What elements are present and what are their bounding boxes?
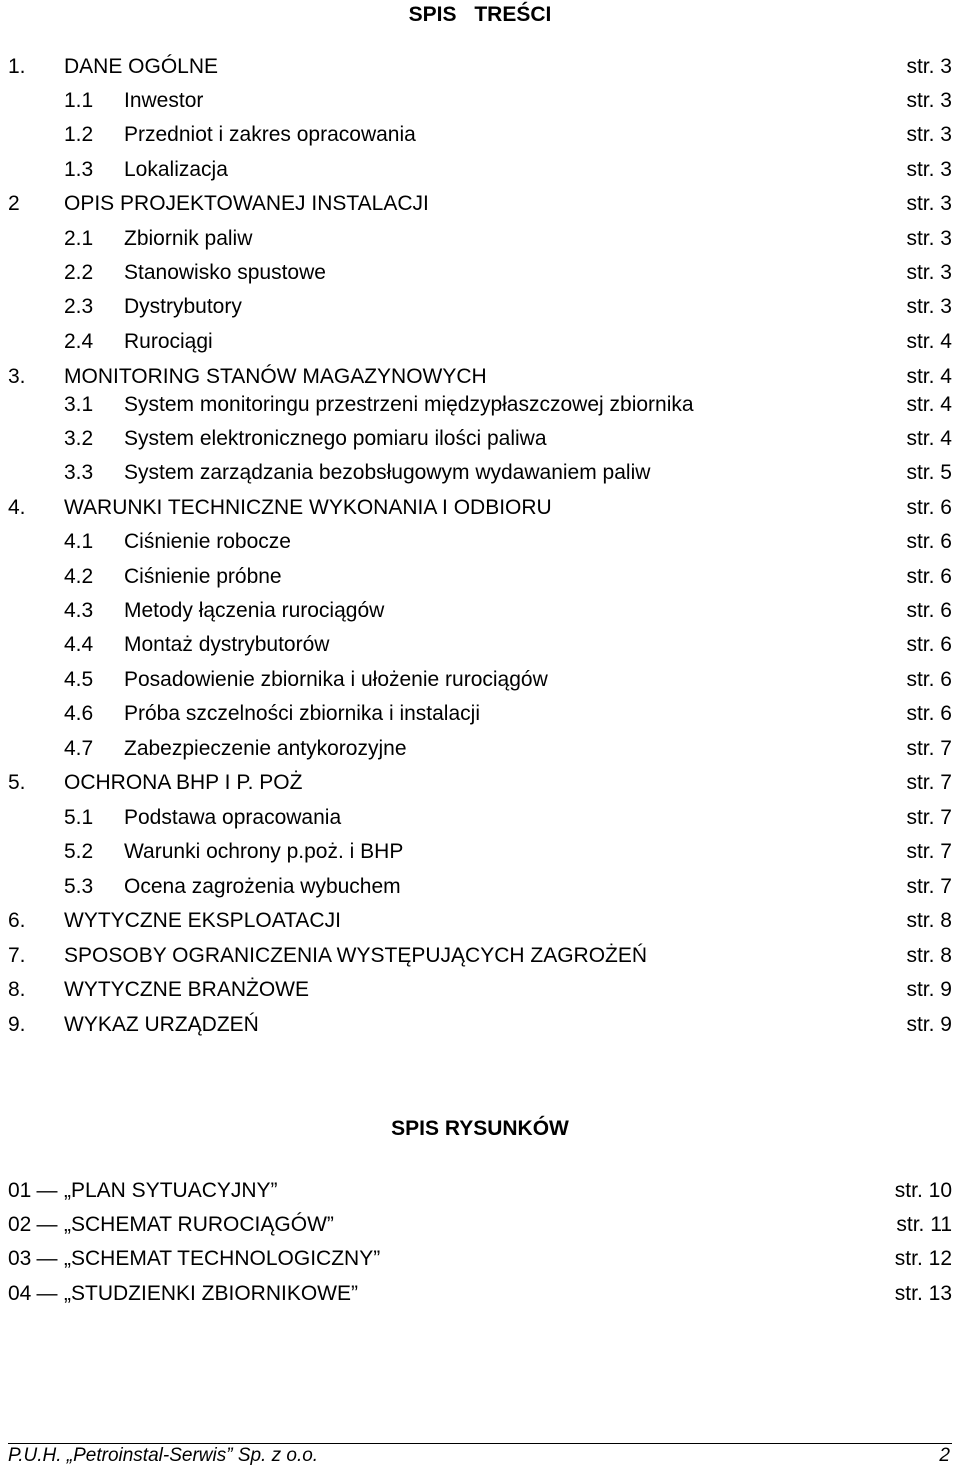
toc-entry-page: str. 3: [906, 123, 952, 146]
toc-entry: [0, 422, 960, 456]
toc-entry-title: Stanowisko spustowe: [124, 261, 326, 284]
toc-entry: [0, 1008, 960, 1042]
toc-entry: [0, 594, 960, 628]
toc-entry-number: 1.2: [64, 123, 94, 146]
toc-entry-number: 5.2: [64, 840, 94, 863]
toc-entry: [0, 870, 960, 904]
figure-code: 01: [8, 1179, 32, 1202]
toc-entry-title: WYKAZ URZĄDZEŃ: [64, 1013, 259, 1036]
toc-entry-title: Próba szczelności zbiornika i instalacji: [124, 702, 480, 725]
toc-entry: [0, 491, 960, 525]
toc-entry-title: OCHRONA BHP I P. POŻ: [64, 771, 303, 794]
figure-page: str. 13: [894, 1282, 952, 1305]
toc-entry-page: str. 3: [906, 89, 952, 112]
toc-entry-number: 1.: [8, 55, 26, 78]
toc-entry-number: 1.3: [64, 158, 94, 181]
figure-page: str. 11: [896, 1213, 952, 1236]
toc-entry-page: str. 9: [906, 978, 952, 1001]
toc-entry-title: WYTYCZNE EKSPLOATACJI: [64, 909, 341, 932]
toc-entry-number: 4.: [8, 496, 26, 519]
toc-entry-page: str. 7: [906, 840, 952, 863]
figure-entry: [0, 1242, 960, 1276]
figures-heading: SPIS RYSUNKÓW: [391, 1117, 569, 1140]
toc-entry-title: OPIS PROJEKTOWANEJ INSTALACJI: [64, 192, 429, 215]
toc-entry-title: Rurociągi: [124, 330, 213, 353]
toc-entry-title: WARUNKI TECHNICZNE WYKONANIA I ODBIORU: [64, 496, 552, 519]
toc-entry-number: 4.4: [64, 633, 94, 656]
toc-entry: [0, 118, 960, 152]
toc-entry-title: DANE OGÓLNE: [64, 55, 219, 78]
toc-entry-number: 4.1: [64, 530, 94, 553]
toc-entry-title: System monitoringu przestrzeni międzypłaszczowej zbiornika: [124, 393, 694, 416]
toc-entry-page: str. 6: [906, 668, 952, 691]
toc-entry-number: 4.5: [64, 668, 94, 691]
toc-entry-number: 5.3: [64, 875, 94, 898]
toc-entry-number: 3.3: [64, 461, 94, 484]
toc-entry: [0, 187, 960, 221]
figure-entry: [0, 1174, 960, 1208]
toc-entry: [0, 84, 960, 118]
toc-entry-number: 2.4: [64, 330, 94, 353]
toc-entry-page: str. 8: [906, 944, 952, 967]
toc-entry-title: Podstawa opracowania: [124, 806, 342, 829]
toc-heading: SPIS TREŚCI: [408, 3, 552, 26]
toc-entry-page: str. 4: [906, 393, 952, 416]
toc-entry: [0, 835, 960, 869]
toc-entry-title: Metody łączenia rurociągów: [124, 599, 385, 622]
toc-entry-page: str. 3: [906, 227, 952, 250]
toc-entry-title: Lokalizacja: [124, 158, 228, 181]
toc-entry-number: 5.1: [64, 806, 94, 829]
toc-entry-page: str. 7: [906, 737, 952, 760]
toc-entry-title: Dystrybutory: [124, 295, 242, 318]
figure-dash: —: [36, 1282, 58, 1305]
toc-entry-title: System zarządzania bezobsługowym wydawaniem paliw: [124, 461, 651, 484]
toc-entry-page: str. 3: [906, 192, 952, 215]
toc-entry: [0, 732, 960, 766]
toc-entry: [0, 525, 960, 559]
toc-entry: [0, 801, 960, 835]
toc-entry-number: 7.: [8, 944, 26, 967]
toc-entry-title: Posadowienie zbiornika i ułożenie rurociągów: [124, 668, 548, 691]
toc-entry-page: str. 3: [906, 261, 952, 284]
toc-entry-number: 4.7: [64, 737, 94, 760]
toc-entry: [0, 456, 960, 490]
toc-entry-page: str. 6: [906, 530, 952, 553]
toc-entry-page: str. 4: [906, 427, 952, 450]
toc-entry: [0, 697, 960, 731]
toc-entry-title: Warunki ochrony p.poż. i BHP: [124, 840, 404, 863]
toc-entry-title: Ciśnienie próbne: [124, 565, 282, 588]
toc-entry-number: 5.: [8, 771, 26, 794]
toc-entry-page: str. 3: [906, 295, 952, 318]
toc-entry-title: MONITORING STANÓW MAGAZYNOWYCH: [64, 365, 487, 388]
toc-entry-number: 3.2: [64, 427, 94, 450]
toc-entry-number: 1.1: [64, 89, 94, 112]
toc-entry-page: str. 7: [906, 806, 952, 829]
toc-entry-title: System elektronicznego pomiaru ilości paliwa: [124, 427, 547, 450]
toc-entry-page: str. 6: [906, 702, 952, 725]
toc-entry-page: str. 3: [906, 158, 952, 181]
toc-entry-number: 4.3: [64, 599, 94, 622]
toc-entry: [0, 628, 960, 662]
toc-entry-number: 9.: [8, 1013, 26, 1036]
figure-dash: —: [36, 1247, 58, 1270]
toc-entry: [0, 388, 960, 422]
toc-entry: [0, 153, 960, 187]
toc-entry-number: 3.1: [64, 393, 94, 416]
toc-entry-title: WYTYCZNE BRANŻOWE: [64, 978, 309, 1001]
toc-entry-title: Zabezpieczenie antykorozyjne: [124, 737, 407, 760]
toc-entry-page: str. 6: [906, 599, 952, 622]
figure-title: „PLAN SYTUACYJNY”: [64, 1179, 278, 1202]
toc-entry-title: Ciśnienie robocze: [124, 530, 291, 553]
figure-page: str. 12: [894, 1247, 952, 1270]
toc-entry-page: str. 4: [906, 330, 952, 353]
toc-entry-title: Ocena zagrożenia wybuchem: [124, 875, 401, 898]
toc-entry-page: str. 6: [906, 633, 952, 656]
toc-entry: [0, 904, 960, 938]
toc-entry-number: 2: [8, 192, 20, 215]
toc-entry-title: SPOSOBY OGRANICZENIA WYSTĘPUJĄCYCH ZAGROŻEŃ: [64, 944, 648, 967]
toc-entry-page: str. 7: [906, 875, 952, 898]
toc-entry-page: str. 7: [906, 771, 952, 794]
figure-code: 02: [8, 1213, 32, 1236]
figure-title: „SCHEMAT RUROCIĄGÓW”: [64, 1213, 334, 1236]
toc-entry-title: Zbiornik paliw: [124, 227, 253, 250]
figure-dash: —: [36, 1213, 58, 1236]
toc-entry-number: 2.1: [64, 227, 94, 250]
toc-entry: [0, 256, 960, 290]
toc-entry-page: str. 4: [906, 365, 952, 388]
footer-company: P.U.H. „Petroinstal-Serwis” Sp. z o.o.: [8, 1445, 319, 1466]
figure-entry: [0, 1208, 960, 1242]
toc-entry: [0, 939, 960, 973]
toc-entry-page: str. 3: [906, 55, 952, 78]
toc-entry-number: 4.2: [64, 565, 94, 588]
toc-entry-number: 8.: [8, 978, 26, 1001]
toc-entry-page: str. 8: [906, 909, 952, 932]
toc-entry-title: Przedniot i zakres opracowania: [124, 123, 416, 146]
footer-page-number: 2: [939, 1445, 950, 1466]
toc-entry-page: str. 5: [906, 461, 952, 484]
toc-entry-number: 2.2: [64, 261, 94, 284]
figure-entry: [0, 1277, 960, 1311]
toc-entry-number: 2.3: [64, 295, 94, 318]
toc-entry: [0, 663, 960, 697]
toc-entry: [0, 325, 960, 359]
toc-entry: [0, 973, 960, 1007]
toc-entry: [0, 290, 960, 324]
toc-entry-number: 4.6: [64, 702, 94, 725]
toc-entry-title: Inwestor: [124, 89, 204, 112]
figure-title: „STUDZIENKI ZBIORNIKOWE”: [64, 1282, 358, 1305]
figure-dash: —: [36, 1179, 58, 1202]
figure-code: 04: [8, 1282, 32, 1305]
figure-title: „SCHEMAT TECHNOLOGICZNY”: [64, 1247, 381, 1270]
toc-entry-number: 3.: [8, 365, 26, 388]
toc-entry-page: str. 6: [906, 496, 952, 519]
toc-entry-page: str. 9: [906, 1013, 952, 1036]
toc-entry: [0, 50, 960, 84]
toc-entry-number: 6.: [8, 909, 26, 932]
toc-entry: [0, 222, 960, 256]
figure-code: 03: [8, 1247, 32, 1270]
toc-entry-page: str. 6: [906, 565, 952, 588]
toc-entry: [0, 766, 960, 800]
toc-entry: [0, 560, 960, 594]
toc-entry-title: Montaż dystrybutorów: [124, 633, 330, 656]
figure-page: str. 10: [894, 1179, 952, 1202]
